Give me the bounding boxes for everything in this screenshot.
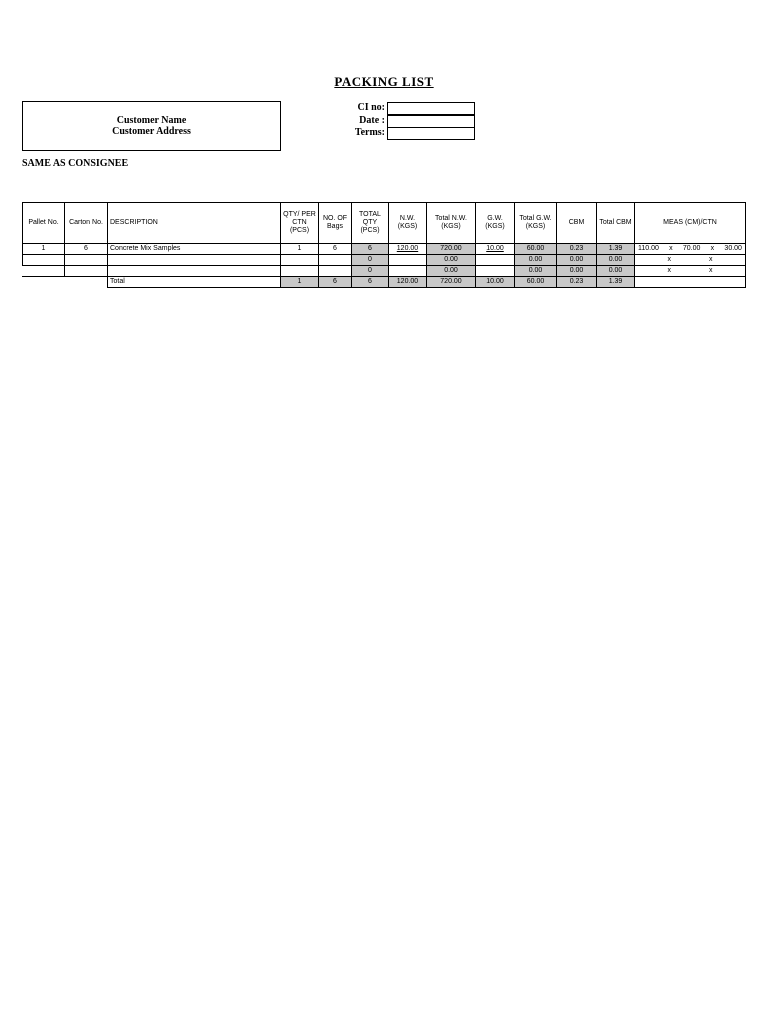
cell-total-gw: 60.00: [515, 244, 557, 255]
consignee-note: SAME AS CONSIGNEE: [22, 158, 129, 169]
total-cbm: 0.23: [557, 277, 597, 288]
table-row: [23, 266, 746, 277]
meas-sep: x: [710, 245, 715, 252]
cell-empty: [23, 277, 65, 288]
ref-label-date: Date :: [359, 115, 385, 126]
cell-pallet[interactable]: [23, 266, 65, 277]
header-total-nw: Total N.W. (KGS): [427, 203, 476, 244]
cell-total-cbm: 0.00: [597, 255, 635, 266]
cell-carton[interactable]: [65, 266, 108, 277]
header-bags: NO. OF Bags: [319, 203, 352, 244]
cell-empty: [65, 277, 108, 288]
header-total-gw: Total G.W. (KGS): [515, 203, 557, 244]
cell-gw[interactable]: [476, 266, 515, 277]
cell-total-gw: 0.00: [515, 266, 557, 277]
packing-table: [22, 202, 746, 288]
customer-name: Customer Name: [116, 115, 187, 126]
cell-total-nw: 0.00: [427, 255, 476, 266]
cell-gw[interactable]: 10.00: [476, 244, 515, 255]
total-gw: 10.00: [476, 277, 515, 288]
meas-sep: x: [709, 256, 713, 263]
header-nw: N.W. (KGS): [389, 203, 427, 244]
header-gw: G.W. (KGS): [476, 203, 515, 244]
header-cbm: CBM: [557, 203, 597, 244]
cell-total-gw: 0.00: [515, 255, 557, 266]
total-total-qty: 6: [352, 277, 389, 288]
table-row: [23, 244, 746, 255]
cell-total-nw: 720.00: [427, 244, 476, 255]
cell-total-qty: 6: [352, 244, 389, 255]
meas-length: 110.00: [638, 245, 659, 252]
cell-cbm: 0.23: [557, 244, 597, 255]
ci-number-field[interactable]: [387, 102, 475, 115]
cell-pallet[interactable]: 1: [23, 244, 65, 255]
ref-label-terms: Terms:: [354, 127, 385, 138]
terms-field[interactable]: [387, 127, 475, 140]
cell-empty: [635, 277, 746, 288]
cell-meas[interactable]: [635, 244, 746, 255]
cell-nw[interactable]: [389, 255, 427, 266]
total-qty-per-ctn: 1: [281, 277, 319, 288]
cell-nw[interactable]: 120.00: [389, 244, 427, 255]
total-label: Total: [108, 277, 281, 288]
cell-qty-per-ctn[interactable]: [281, 266, 319, 277]
total-total-gw: 60.00: [515, 277, 557, 288]
cell-description[interactable]: [108, 255, 281, 266]
cell-bags[interactable]: [319, 255, 352, 266]
ref-label-ci: CI no:: [357, 102, 385, 113]
cell-meas[interactable]: [635, 255, 746, 266]
cell-total-qty: 0: [352, 266, 389, 277]
cell-total-nw: 0.00: [427, 266, 476, 277]
customer-address: Customer Address: [112, 126, 191, 137]
cell-nw[interactable]: [389, 266, 427, 277]
total-row: [23, 277, 746, 288]
meas-width: 70.00: [682, 245, 701, 252]
cell-description[interactable]: [108, 266, 281, 277]
cell-pallet[interactable]: [23, 255, 65, 266]
header-description: DESCRIPTION: [108, 203, 281, 244]
meas-sep: x: [709, 267, 713, 274]
cell-gw[interactable]: [476, 255, 515, 266]
total-total-nw: 720.00: [427, 277, 476, 288]
header-total-qty: TOTAL QTY (PCS): [352, 203, 389, 244]
total-bags: 6: [319, 277, 352, 288]
meas-sep: x: [667, 267, 671, 274]
document-title: PACKING LIST: [334, 74, 434, 89]
cell-meas[interactable]: [635, 266, 746, 277]
header-total-cbm: Total CBM: [597, 203, 635, 244]
customer-box: [22, 101, 281, 151]
header-qty-per-ctn: QTY/ PER CTN (PCS): [281, 203, 319, 244]
table-row: [23, 255, 746, 266]
table-header-row: [23, 203, 746, 244]
cell-cbm: 0.00: [557, 266, 597, 277]
cell-description[interactable]: Concrete Mix Samples: [108, 244, 281, 255]
header-meas: MEAS (CM)/CTN: [635, 203, 746, 244]
total-total-cbm: 1.39: [597, 277, 635, 288]
cell-carton[interactable]: 6: [65, 244, 108, 255]
cell-bags[interactable]: [319, 266, 352, 277]
header-pallet: Pallet No.: [23, 203, 65, 244]
meas-sep: x: [667, 256, 671, 263]
meas-sep: x: [669, 245, 673, 252]
cell-total-qty: 0: [352, 255, 389, 266]
cell-carton[interactable]: [65, 255, 108, 266]
cell-total-cbm: 1.39: [597, 244, 635, 255]
cell-qty-per-ctn[interactable]: 1: [281, 244, 319, 255]
cell-cbm: 0.00: [557, 255, 597, 266]
header-carton: Carton No.: [65, 203, 108, 244]
meas-height: 30.00: [724, 245, 742, 252]
cell-qty-per-ctn[interactable]: [281, 255, 319, 266]
total-nw: 120.00: [389, 277, 427, 288]
cell-total-cbm: 0.00: [597, 266, 635, 277]
cell-bags[interactable]: 6: [319, 244, 352, 255]
